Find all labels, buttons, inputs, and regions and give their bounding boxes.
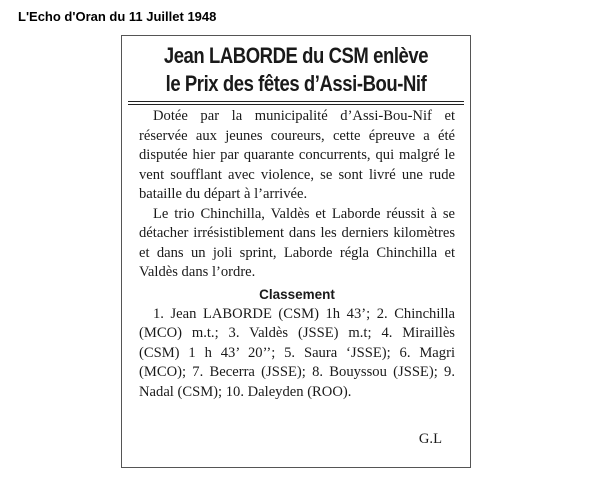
paragraph-1: Dotée par la municipalité d’Assi-Bou-Nif et réservée aux jeunes coureurs, cette épreuve a été disputée hier par quarante concurrents, qui malgré le vent soufflant avec violence, se sont livré une rude bataille du départ à l’arrivée.: [139, 108, 455, 202]
article-body: [139, 107, 455, 402]
newspaper-clipping: [121, 35, 471, 468]
classement-heading: Classement: [259, 286, 335, 302]
headline-line-2: le Prix des fêtes d’Assi-Bou-Nif: [165, 71, 427, 96]
classement-results: 1. Jean LABORDE (CSM) 1h 43’; 2. Chinchilla (MCO) m.t.; 3. Valdès (JSSE) m.t; 4. Miraillès (CSM) 1 h 43’ 20’’; 5. Saura ‘JSSE); 6. Magri (MCO); 7. Becerra (JSSE); 8. Bouyssou (JSSE); 9. Nadal (CSM); 10. Daleyden (ROO).: [139, 305, 455, 400]
divider-bottom: [128, 104, 464, 105]
author-signature: G.L: [418, 431, 442, 447]
divider-top: [128, 101, 464, 102]
headline-line-1: Jean LABORDE du CSM enlève: [163, 43, 429, 68]
headline: [150, 42, 442, 98]
paragraph-2: Le trio Chinchilla, Valdès et Laborde réussit à se détacher irrésistiblement dans les derniers kilomètres et dans un joli sprint, Laborde régla Chinchilla et Valdès dans l’ordre.: [139, 205, 455, 280]
source-caption: L'Echo d'Oran du 11 Juillet 1948: [18, 9, 217, 24]
